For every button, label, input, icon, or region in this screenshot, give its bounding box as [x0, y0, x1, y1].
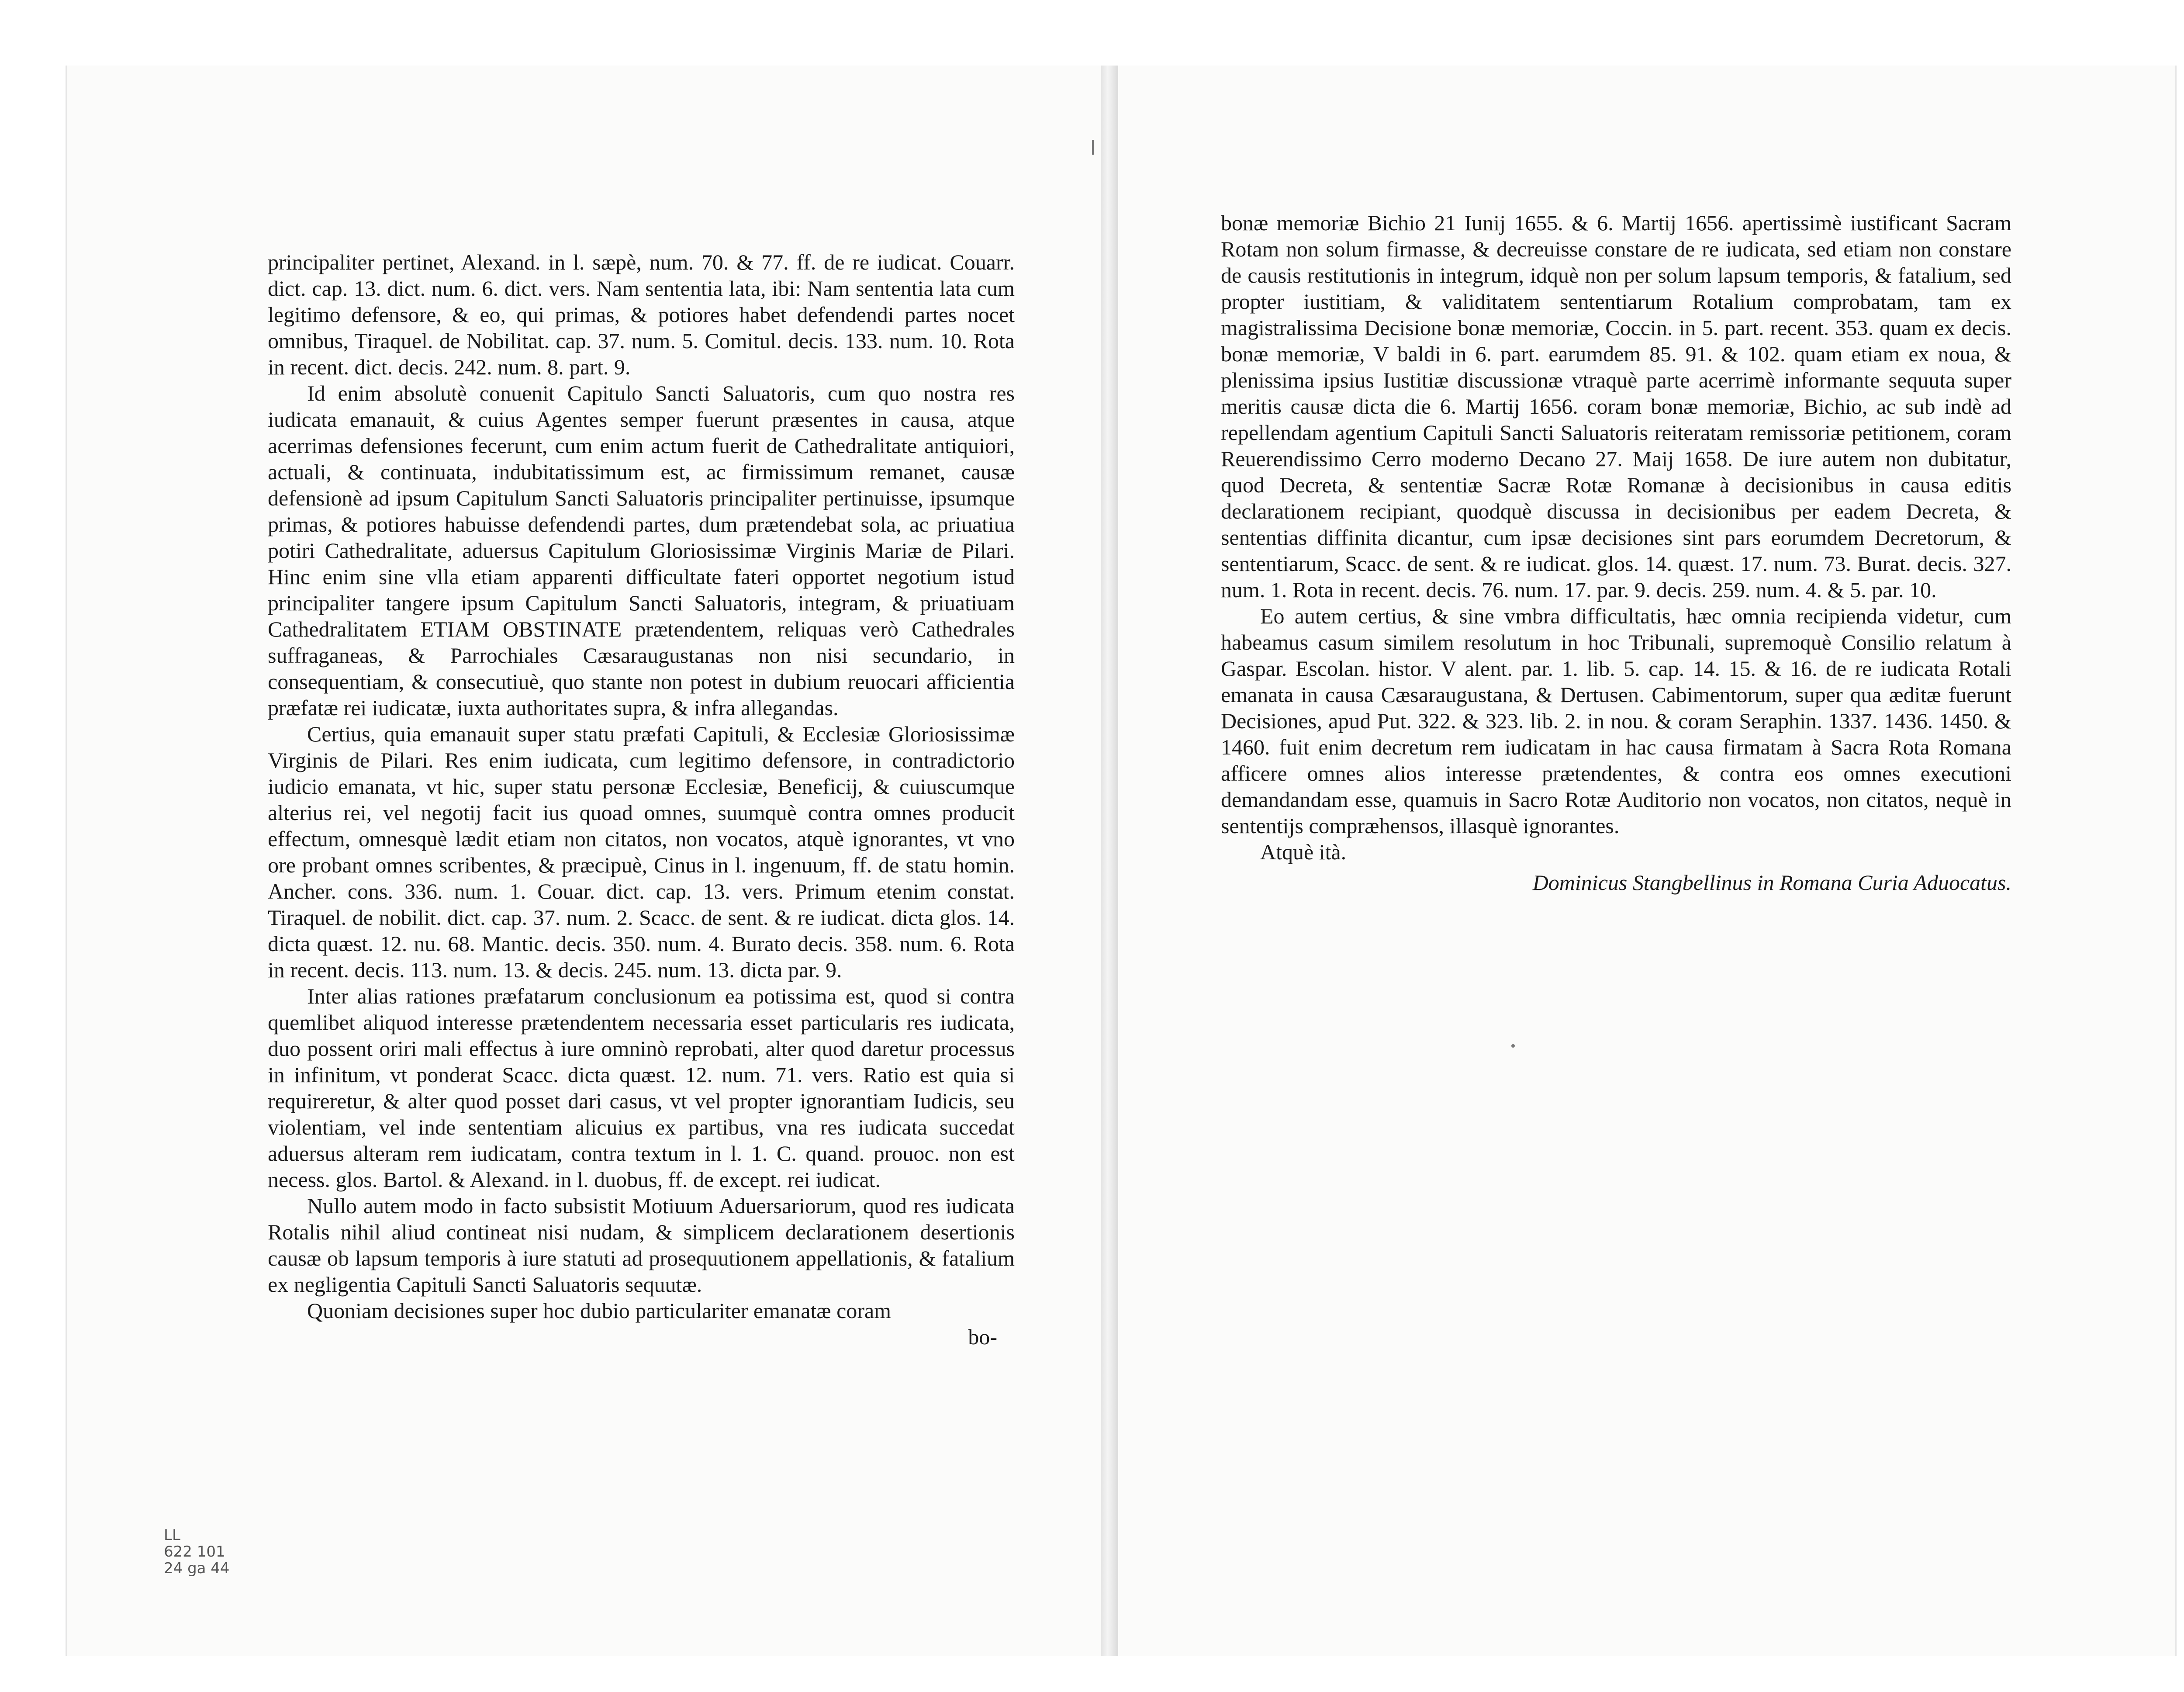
book-gutter [1101, 66, 1118, 1656]
catchword: bo- [968, 1325, 997, 1349]
right-paragraph: Eo autem certius, & sine vmbra difficultatis, hæc omnia recipienda videtur, cum habeamus casum similem resolutum in hoc Tribunali, supremoquè Consilio relatum à Gaspar. Escolan. histor. V alent. par. 1. lib. 5. cap. 14. 15. & 16. de re iudicata Rotali emanata in causa Cæsaraugustana, & Dertusen. Cabimentorum, super qua æditæ fuerunt Decisiones, apud Put. 322. & 323. lib. 2. in nou. & coram Seraphin. 1337. 1436. 1450. & 1460. fuit enim decretum rem iudicatam in hac causa firmatam à Sacra Rota Romana afficere omnes alios interesse prætendentes, & contra eos omnes executioni demandandam esse, quamuis in Sacro Rotæ Auditorio non vocatos, non citatos, nequè in sententijs compræhensos, illasquè ignorantes. [1221, 604, 2011, 838]
left-paragraph: Nullo autem modo in facto subsistit Motiuum Aduersariorum, quod res iudicata Rotalis nihil aliud contineat nisi nudam, & simplicem declarationem desertionis causæ ob lapsum temporis à iure statuti ad prosequutionem appellationis, & fatalium ex negligentia Capituli Sancti Saluatoris sequutæ. [268, 1194, 1015, 1297]
left-paragraph: Inter alias rationes præfatarum conclusionum ea potissima est, quod si contra quemlibet aliquod interesse prætendentem necessaria esset particularis res iudicata, duo possent oriri mali effectus à iure omninò reprobati, alter quod daretur processus in infinitum, vt ponderat Scacc. dicta quæst. 12. num. 71. vers. Ratio est quia si requireretur, & alter quod posset dari casus, vt vel propter ignorantiam Iudicis, seu violentiam, vel inde sententiam alicuius ex partibus, vna res iudicata succedat aduersus alteram rem iudicatam, contra textum in l. 1. C. quand. prouoc. non est necess. glos. Bartol. & Alexand. in l. duobus, ff. de except. rei iudicat. [268, 984, 1015, 1192]
left-page [66, 66, 1102, 1656]
right-page [1118, 66, 2177, 1656]
right-paragraph: bonæ memoriæ Bichio 21 Iunij 1655. & 6. Martij 1656. apertissimè iustificant Sacram Rotam non solum firmasse, & decreuisse constare de re iudicata, sed etiam non constare de causis restitutionis in integrum, idquè non per solum lapsum temporis, & fatalium, sed propter iustitiam, & validitatem sententiarum Rotalium comprobatam, tam ex magistralissima Decisione bonæ memoriæ, Coccin. in 5. part. recent. 353. quam ex decis. bonæ memoriæ, V baldi in 6. part. earumdem 85. 91. & 102. quam etiam ex noua, & plenissima ipsius Iustitiæ discussionæ vtraquè parte acerrimè informante sequuta super meritis causæ dicta die 6. Martij 1656. coram bonæ memoriæ, Bichio, ac sub indè ad repellendam agentium Capituli Sancti Saluatoris reiteratam remissoriæ petitionem, coram Reuerendissimo Cerro moderno Decano 27. Maij 1658. De iure autem non dubitatur, quod Decreta, & sententiæ Sacræ Rotæ Romanæ à decisionibus in causa editis declarationem recipiant, quodquè discussa in decisionibus per eadem Decreta, & sententias diffinita dicantur, cum ipsæ decisiones sint pars eorumdem Decretorum, & sententiarum, Scacc. de sent. & re iudicat. glos. 14. quæst. 17. num. 73. Burat. decis. 327. num. 1. Rota in recent. decis. 76. num. 17. par. 9. decis. 259. num. 4. & 5. par. 10. [1221, 211, 2011, 602]
left-paragraph: Id enim absolutè conuenit Capitulo Sancti Saluatoris, cum quo nostra res iudicata emanauit, & cuius Agentes semper fuerunt præsentes in causa, atque acerrimas defensiones fecerunt, cum enim actum fuerit de Cathedralitate antiquiori, actuali, & continuata, indubitatissimum est, ac firmissimum remanet, causæ defensionè ad ipsum Capitulum Sancti Saluatoris principaliter pertinuisse, ipsumque primas, & potiores habuisse defendendi partes, dum prætendebat sola, ac priuatiua potiri Cathedralitate, aduersus Capitulum Gloriosissimæ Virginis Mariæ de Pilari. Hinc enim sine vlla etiam apparenti difficultate fateri opportet negotium istud principaliter tangere ipsum Capitulum Sancti Saluatoris, integram, & priuatiuam Cathedralitatem ETIAM OBSTINATE prætendentem, reliquas verò Cathedrales suffraganeas, & Parrochiales Cæsaraugustanas non nisi secundario, in consequentiam, & consecutiuè, quo stante non potest in dubium reuocari afficientia præfatæ rei iudicatæ, iuxta authoritates supra, & infra allegandas. [268, 381, 1015, 720]
ink-mark [1511, 1044, 1515, 1048]
right-paragraph: Atquè ità. [1260, 840, 1347, 864]
right-text-column [1221, 210, 2011, 896]
left-paragraph: principaliter pertinet, Alexand. in l. sæpè, num. 70. & 77. ff. de re iudicat. Couarr. dict. cap. 13. dict. num. 6. dict. vers. Nam sententia lata, ibi: Nam sententia lata cum legitimo defensore, & eo, qui primas, & potiores habet defendendi partes nocet omnibus, Tiraquel. de Nobilitat. cap. 37. num. 5. Comitul. decis. 133. num. 10. Rota in recent. dict. decis. 242. num. 8. part. 9. [268, 250, 1015, 379]
ink-mark [1092, 140, 1094, 155]
left-text-column [268, 249, 1015, 1350]
library-call-number: LL 622 101 24 ga 44 [164, 1526, 230, 1577]
left-paragraph: Certius, quia emanauit super statu præfati Capituli, & Ecclesiæ Gloriosissimæ Virginis de Pilari. Res enim iudicata, cum legitimo defensore, in contradictorio iudicio emanata, vt hic, super statu personæ Ecclesiæ, Beneficij, & cuiuscumque alterius rei, vel negotij facit ius quoad omnes, suumquè contra omnes producit effectum, omnesquè lædit etiam non citatos, non vocatos, atquè ignorantes, vt vno ore probant omnes scribentes, & præcipuè, Cinus in l. ingenuum, ff. de statu homin. Ancher. cons. 336. num. 1. Couar. dict. cap. 13. vers. Primum etenim constat. Tiraquel. de nobilit. dict. cap. 37. num. 2. Scacc. de sent. & re iudicat. dicta glos. 14. dicta quæst. 12. nu. 68. Mantic. decis. 350. num. 4. Burato decis. 358. num. 6. Rota in recent. decis. 113. num. 13. & decis. 245. num. 13. dicta par. 9. [268, 722, 1015, 982]
left-paragraph: Quoniam decisiones super hoc dubio particulariter emanatæ coram [307, 1298, 892, 1323]
advocate-signature: Dominicus Stangbellinus in Romana Curia Aduocatus. [1532, 870, 2011, 895]
